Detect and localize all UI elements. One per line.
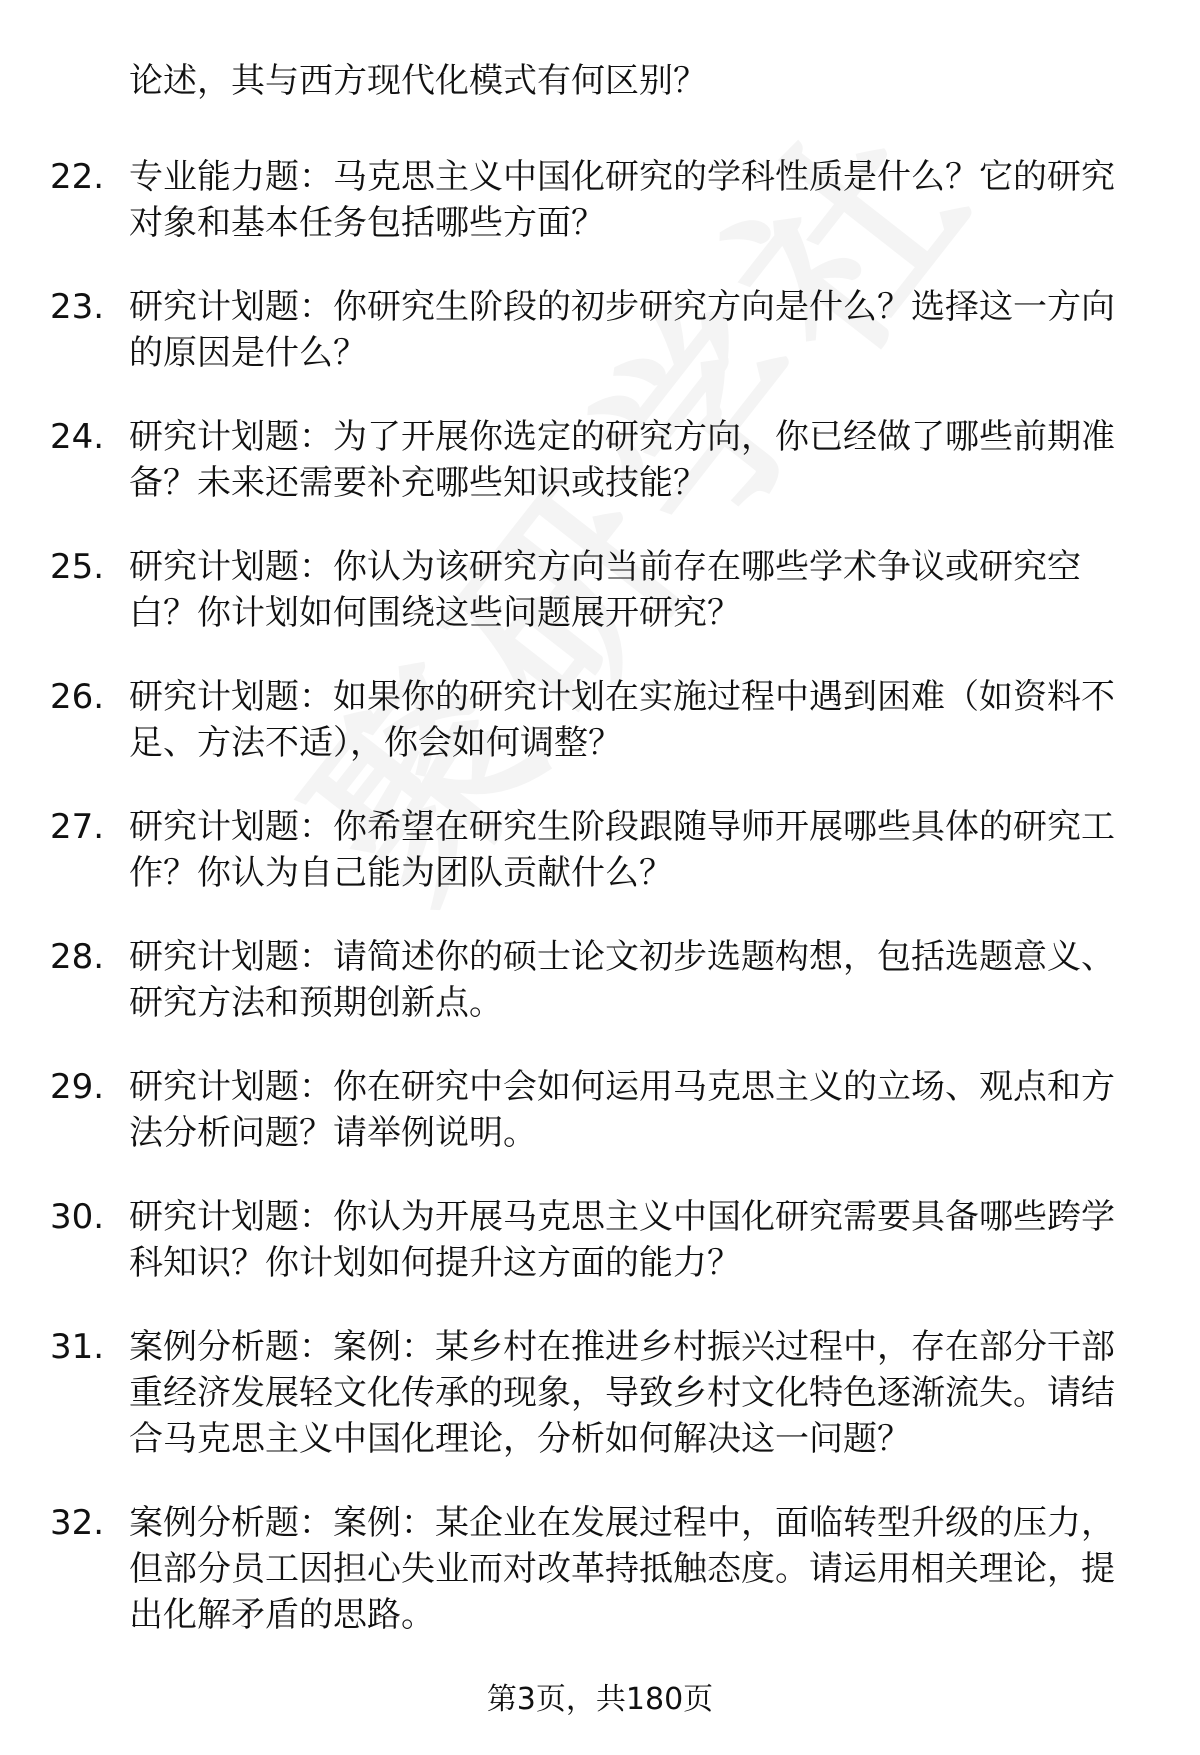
question-text: 研究计划题：你认为该研究方向当前存在哪些学术争议或研究空白？你计划如何围绕这些问题展开研究？ (129, 547, 1081, 633)
question-number: 32. (50, 1503, 105, 1543)
question-item (50, 934, 1150, 1026)
question-text: 案例分析题：案例：某乡村在推进乡村振兴过程中，存在部分干部重经济发展轻文化传承的现象，导致乡村文化特色逐渐流失。请结合马克思主义中国化理论，分析如何解决这一问题？ (129, 1327, 1115, 1459)
question-text: 研究计划题：为了开展你选定的研究方向，你已经做了哪些前期准备？未来还需要补充哪些知识或技能？ (129, 417, 1115, 503)
question-number: 27. (50, 807, 105, 847)
continuation-text: 论述，其与西方现代化模式有何区别？ (129, 61, 707, 101)
question-text: 研究计划题：如果你的研究计划在实施过程中遇到困难（如资料不足、方法不适），你会如何调整？ (129, 677, 1115, 763)
question-text: 研究计划题：你认为开展马克思主义中国化研究需要具备哪些跨学科知识？你计划如何提升这方面的能力？ (129, 1197, 1115, 1283)
question-number: 31. (50, 1327, 105, 1367)
question-item (50, 544, 1150, 636)
question-item (50, 1500, 1150, 1638)
question-item (50, 1064, 1150, 1156)
question-number: 29. (50, 1067, 105, 1107)
question-item (50, 414, 1150, 506)
question-number: 25. (50, 547, 105, 587)
question-text: 案例分析题：案例：某企业在发展过程中，面临转型升级的压力，但部分员工因担心失业而对改革持抵触态度。请运用相关理论，提出化解矛盾的思路。 (129, 1503, 1115, 1635)
page-footer: 第3页，共180页 (486, 1682, 714, 1717)
question-list (50, 154, 1150, 1676)
question-item (50, 1324, 1150, 1462)
question-item (50, 284, 1150, 376)
question-item (50, 804, 1150, 896)
question-number: 30. (50, 1197, 105, 1237)
question-text: 研究计划题：请简述你的硕士论文初步选题构想，包括选题意义、研究方法和预期创新点。 (129, 937, 1115, 1023)
question-number: 24. (50, 417, 105, 457)
question-number: 22. (50, 157, 105, 197)
question-item (50, 1194, 1150, 1286)
question-number: 26. (50, 677, 105, 717)
question-item (50, 674, 1150, 766)
question-text: 研究计划题：你研究生阶段的初步研究方向是什么？选择这一方向的原因是什么？ (129, 287, 1115, 373)
question-text: 研究计划题：你在研究中会如何运用马克思主义的立场、观点和方法分析问题？请举例说明。 (129, 1067, 1115, 1153)
question-number: 23. (50, 287, 105, 327)
question-text: 专业能力题：马克思主义中国化研究的学科性质是什么？它的研究对象和基本任务包括哪些方面？ (129, 157, 1115, 243)
question-text: 研究计划题：你希望在研究生阶段跟随导师开展哪些具体的研究工作？你认为自己能为团队贡献什么？ (129, 807, 1115, 893)
question-number: 28. (50, 937, 105, 977)
question-item (50, 154, 1150, 246)
